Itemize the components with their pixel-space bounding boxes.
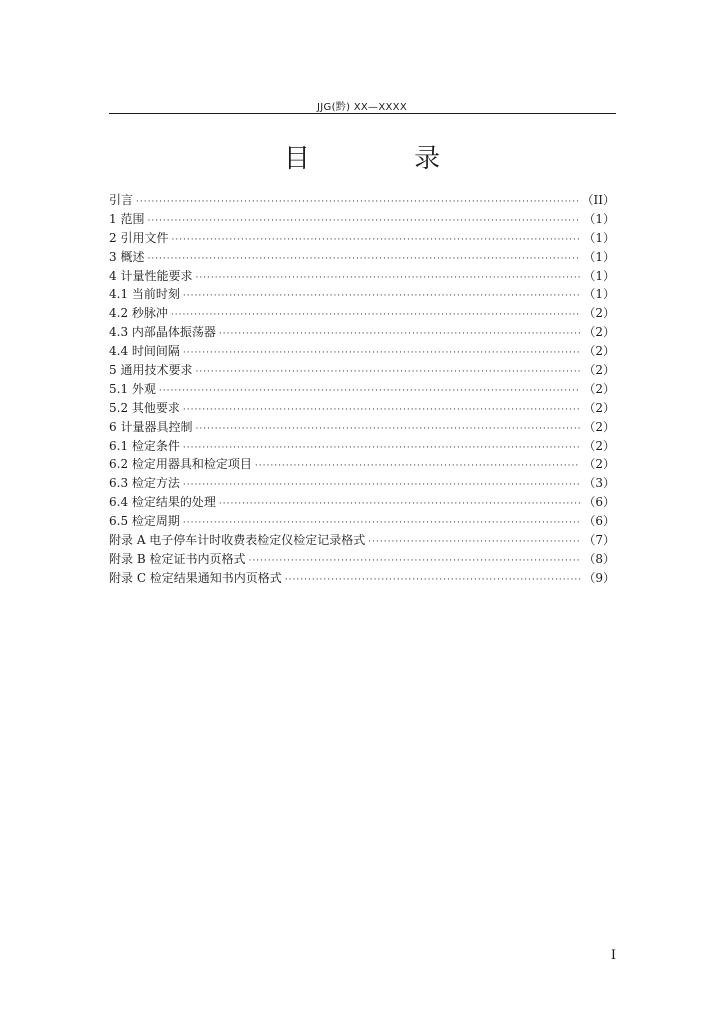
toc-dot-leader [159,382,580,401]
toc-entry-page: （1） [583,211,615,226]
toc-entry-label: 5 通用技术要求 [109,363,193,378]
page-title: 目 录 [283,144,489,174]
toc-dot-leader [219,495,580,514]
toc-entry-label: 附录 A 电子停车计时收费表检定仪检定记录格式 [109,533,366,548]
toc-entry-page: （1） [583,230,615,245]
page-number: I [610,948,616,963]
toc-entry[interactable] [109,323,615,342]
toc-entry-label: 附录 C 检定结果通知书内页格式 [109,570,282,585]
toc-entry[interactable] [109,191,615,210]
toc-entry-label: 2 引用文件 [109,230,169,245]
header-rule [109,113,616,114]
toc-entry-page: （1） [583,268,615,283]
toc-entry-page: （8） [583,551,615,566]
toc-entry[interactable] [109,285,615,304]
toc-entry-label: 6.1 检定条件 [109,438,180,453]
toc-entry[interactable] [109,267,615,286]
toc-entry-page: （2） [583,400,615,415]
toc-entry-label: 6.3 检定方法 [109,476,180,491]
table-of-contents [109,191,615,588]
toc-entry[interactable] [109,531,615,550]
toc-entry-label: 4.2 秒脉冲 [109,306,168,321]
toc-entry-page: （2） [583,363,615,378]
toc-dot-leader [183,401,580,420]
toc-entry-page: （2） [583,457,615,472]
toc-entry[interactable] [109,455,615,474]
toc-entry-page: （2） [583,438,615,453]
toc-entry-label: 6.5 检定周期 [109,514,180,529]
toc-entry-label: 引言 [109,193,134,207]
toc-entry-label: 6 计量器具控制 [109,419,193,434]
toc-entry-label: 1 范围 [109,211,145,226]
toc-entry[interactable] [109,437,615,456]
toc-dot-leader [195,269,580,288]
toc-entry[interactable] [109,304,615,323]
toc-dot-leader [195,420,580,439]
toc-entry-page: （1） [583,249,615,264]
toc-dot-leader [147,212,580,231]
toc-entry[interactable] [109,342,615,361]
toc-entry[interactable] [109,474,615,493]
toc-dot-leader [255,457,580,476]
toc-entry-label: 4 计量性能要求 [109,268,193,283]
toc-entry[interactable] [109,361,615,380]
toc-entry-label: 6.4 检定结果的处理 [109,495,216,510]
toc-dot-leader [183,476,580,495]
toc-entry-page: （9） [583,570,615,585]
toc-dot-leader [147,250,580,269]
toc-entry-page: （3） [583,476,615,491]
toc-entry[interactable] [109,399,615,418]
toc-dot-leader [285,571,581,590]
toc-entry[interactable] [109,418,615,437]
toc-entry[interactable] [109,248,615,267]
toc-entry-page: （II） [581,193,615,207]
toc-entry-page: （2） [583,344,615,359]
toc-entry-label: 6.2 检定用器具和检定项目 [109,457,252,472]
toc-entry[interactable] [109,493,615,512]
toc-dot-leader [171,306,580,325]
toc-dot-leader [136,193,579,212]
toc-entry-label: 5.2 其他要求 [109,400,180,415]
toc-entry-page: （6） [583,495,615,510]
toc-dot-leader [219,325,580,344]
toc-entry-page: （2） [583,306,615,321]
toc-entry[interactable] [109,380,615,399]
toc-entry[interactable] [109,550,615,569]
toc-entry-label: 5.1 外观 [109,381,156,396]
toc-dot-leader [171,231,580,250]
toc-dot-leader [183,344,580,363]
toc-entry-label: 4.4 时间间隔 [109,344,180,359]
toc-dot-leader [183,287,580,306]
toc-entry[interactable] [109,229,615,248]
toc-entry-page: （7） [583,533,615,548]
toc-dot-leader [368,533,580,552]
toc-entry[interactable] [109,512,615,531]
toc-dot-leader [195,363,580,382]
toc-entry-page: （2） [583,325,615,340]
toc-entry-label: 4.3 内部晶体振荡器 [109,325,216,340]
toc-entry-label: 4.1 当前时刻 [109,287,180,302]
toc-entry-label: 3 概述 [109,249,145,264]
toc-entry[interactable] [109,210,615,229]
toc-entry-page: （2） [583,419,615,434]
toc-entry[interactable] [109,569,615,588]
toc-entry-page: （2） [583,381,615,396]
toc-entry-page: （6） [583,514,615,529]
document-code: JJG(黔) XX—XXXX [317,102,407,113]
toc-entry-page: （1） [583,287,615,302]
toc-dot-leader [248,552,580,571]
toc-entry-label: 附录 B 检定证书内页格式 [109,551,246,566]
